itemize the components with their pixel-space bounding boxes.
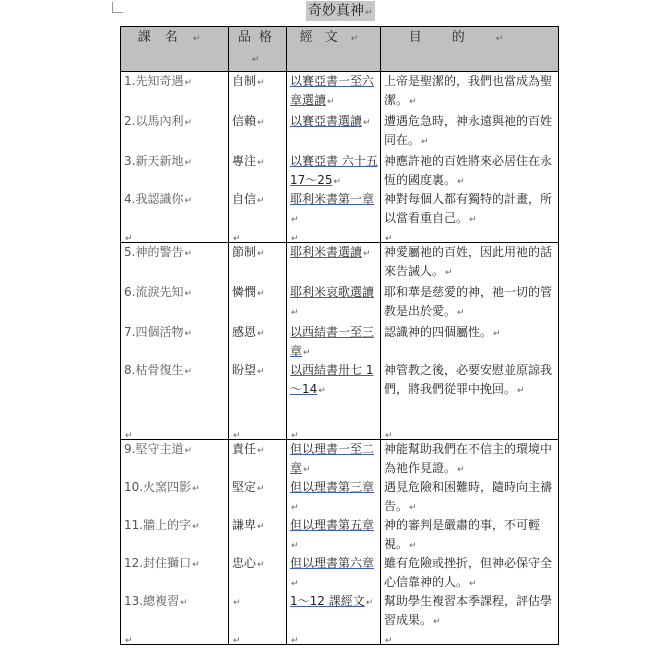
lesson-purpose: 認識神的四個屬性。↵ [384,325,501,339]
lesson-verse: 但以理書第三章↵ [290,480,375,513]
lesson-name: 13.總複習↵ [124,594,188,608]
section-name-cell [121,440,229,645]
lesson-verse: 以西結書一至三章↵ [290,325,375,358]
empty-paragraph: ↵ [291,431,299,441]
section-purpose-cell [381,440,559,645]
lesson-name: 7.四個活物↵ [124,325,192,339]
lesson-name: 1.先知奇遇↵ [124,74,192,88]
lesson-purpose: 神愛屬祂的百姓，因此用祂的話來告誡人。↵ [384,245,553,278]
lesson-purpose: 幫助學生複習本季課程，評估學習成果。↵ [384,594,553,627]
lesson-name: 9.堅守主道↵ [124,442,192,456]
lesson-purpose: 神能幫助我們在不信主的環境中為祂作見證。↵ [384,442,553,475]
lesson-purpose: 遇見危險和困難時，隨時向主禱告。↵ [384,480,553,513]
lesson-trait: 自信↵ [232,192,265,206]
lesson-trait: 責任↵ [232,442,265,456]
lesson-name: 11.牆上的字↵ [124,518,200,532]
section-trait-cell [229,243,287,440]
header-lesson-name: 課名↵ [121,27,229,72]
section-name-cell [121,72,229,243]
lesson-verse: 以西結書卅七 1～14↵ [290,363,374,396]
lesson-purpose: 雖有危險或挫折，但神必保守全心信靠神的人。↵ [384,556,553,589]
empty-paragraph: ↵ [385,431,393,441]
header-purpose: 目的↵ [381,27,559,72]
lesson-purpose: 神管教之後，必要安慰並原諒我們，將我們從罪中挽回。↵ [384,363,553,396]
empty-paragraph: ↵ [233,234,241,244]
lesson-trait: 憐憫↵ [232,285,265,299]
lesson-verse: 以賽亞書選讀↵ [290,114,371,128]
lesson-name: 10.火窯四影↵ [124,480,200,494]
section-trait-cell [229,72,287,243]
empty-paragraph: ↵ [233,431,241,441]
lesson-purpose: 神的審判是嚴肅的事，不可輕視。↵ [384,518,541,551]
page-title: 奇妙真神↵ [308,3,373,19]
lesson-name: 2.以馬內利↵ [124,114,192,128]
lesson-verse: 耶利米哀歌選讀↵ [290,285,375,318]
empty-paragraph: ↵ [125,431,133,441]
lesson-trait: 自制↵ [232,74,265,88]
lesson-verse: 以賽亞書一至六章選讀↵ [290,74,375,107]
lesson-trait: 信賴↵ [232,114,265,128]
empty-paragraph: ↵ [291,234,299,244]
section-purpose-cell [381,72,559,243]
lesson-trait: 忠心↵ [232,556,265,570]
section-verse-cell [287,440,381,645]
section-verse-cell [287,72,381,243]
lesson-trait: 感恩↵ [232,325,265,339]
lesson-purpose: 上帝是聖潔的，我們也當成為聖潔。↵ [384,74,553,107]
section-row [121,243,559,440]
section-purpose-cell [381,243,559,440]
lesson-name: 3.新天新地↵ [124,154,192,168]
margin-corner-mark [112,2,123,13]
lesson-purpose: 神對每個人都有獨特的計畫，所以當看重自己。↵ [384,192,553,225]
lesson-verse: 以賽亞書 六十五 17～25↵ [290,154,378,187]
lesson-name: 12.封住獅口↵ [124,556,200,570]
empty-paragraph: ↵ [385,234,393,244]
lesson-trait: 專注↵ [232,154,265,168]
empty-paragraph: ↵ [385,636,393,646]
empty-paragraph: ↵ [291,636,299,646]
lesson-purpose: 神應許祂的百姓將來必居住在永恆的國度裏。↵ [384,154,553,187]
empty-paragraph: ↵ [125,636,133,646]
lesson-purpose: 耶和華是慈愛的神，祂一切的管教是出於愛。↵ [384,285,553,318]
empty-paragraph: ↵ [125,234,133,244]
header-character: 品格↵ [229,27,287,72]
lesson-verse: 1～12 課經文↵ [290,594,374,608]
lesson-verse: 但以理書第六章↵ [290,556,375,589]
lesson-name: 4.我認識你↵ [124,192,192,206]
lesson-trait: 盼望↵ [232,363,265,377]
section-row [121,72,559,243]
lesson-table [120,26,559,645]
lesson-name: 8.枯骨復生↵ [124,363,192,377]
lesson-trait: 節制↵ [232,245,265,259]
lesson-trait: 堅定↵ [232,480,265,494]
header-row [121,27,559,72]
section-row [121,440,559,645]
empty-paragraph: ↵ [233,636,241,646]
lesson-trait: 謙卑↵ [232,518,265,532]
section-verse-cell [287,243,381,440]
lesson-name: 5.神的警告↵ [124,245,192,259]
header-scripture: 經文↵ [287,27,381,72]
lesson-name: 6.流淚先知↵ [124,285,192,299]
lesson-verse: 但以理書一至二章↵ [290,442,375,475]
section-name-cell [121,243,229,440]
lesson-verse: 耶利米書選讀↵ [290,245,371,259]
lesson-trait: ↵ [233,598,241,608]
lesson-verse: 耶利米書第一章↵ [290,192,375,225]
lesson-verse: 但以理書第五章↵ [290,518,375,551]
section-trait-cell [229,440,287,645]
lesson-purpose: 遭遇危急時，神永遠與祂的百姓同在。↵ [384,114,553,147]
